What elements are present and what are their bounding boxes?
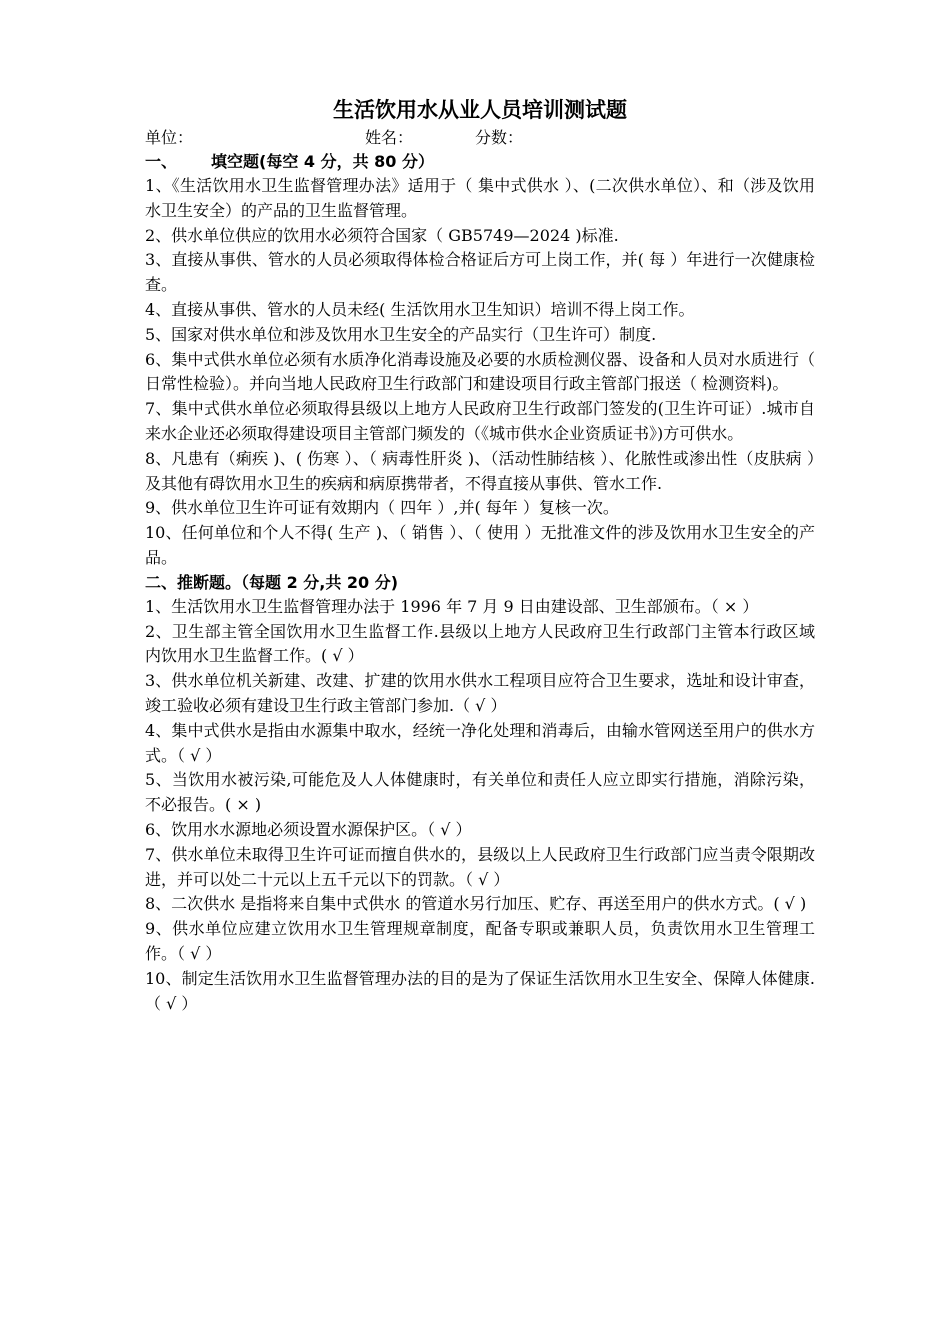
true-false-question: 2、卫生部主管全国饮用水卫生监督工作.县级以上地方人民政府卫生行政部门主管本行政区域内饮用水卫生监督工作。( √ ） bbox=[145, 621, 815, 666]
document-title: 生活饮用水从业人员培训测试题 bbox=[333, 98, 627, 122]
document-content bbox=[145, 96, 815, 1016]
unit-field-label: 单位： bbox=[145, 128, 194, 147]
name-field-label: 姓名： bbox=[365, 128, 414, 147]
fill-blank-question: 6、集中式供水单位必须有水质净化消毒设施及必要的水质检测仪器、设备和人员对水质进行（ 日常性检验）。并向当地人民政府卫生行政部门和建设项目行政主管部门报送（ 检测资料)。 bbox=[145, 349, 815, 394]
true-false-question: 8、二次供水 是指将来自集中式供水 的管道水另行加压、贮存、再送至用户的供水方式。( √ ) bbox=[145, 894, 807, 914]
fill-blank-question: 7、集中式供水单位必须取得县级以上地方人民政府卫生行政部门签发的(卫生许可证）.城市自来水企业还必须取得建设项目主管部门频发的（《城市供水企业资质证书》)方可供水。 bbox=[145, 399, 815, 443]
fill-blank-question: 3、直接从事供、管水的人员必须取得体检合格证后方可上岗工作，并( 每 ）年进行一次健康检查。 bbox=[145, 250, 815, 295]
fill-blank-question: 10、任何单位和个人不得( 生产 )、（ 销售 ）、（ 使用 ）无批准文件的涉及饮用水卫生安全的产品。 bbox=[145, 523, 815, 567]
true-false-question: 3、供水单位机关新建、改建、扩建的饮用水供水工程项目应符合卫生要求，选址和设计审查，竣工验收必须有建设卫生行政主管部门参加.（ √ ） bbox=[145, 671, 815, 715]
true-false-question: 4、集中式供水是指由水源集中取水，经统一净化处理和消毒后，由输水管网送至用户的供水方式。（ √ ） bbox=[145, 720, 815, 765]
true-false-question: 5、当饮用水被污染,可能危及人人体健康时，有关单位和责任人应立即实行措施，消除污染，不必报告。( × ) bbox=[145, 770, 815, 815]
fill-blank-question: 2、供水单位供应的饮用水必须符合国家（ GB5749—2024 )标准. bbox=[145, 225, 619, 245]
true-false-question: 9、供水单位应建立饮用水卫生管理规章制度，配备专职或兼职人员，负责饮用水卫生管理工作。（ √ ） bbox=[145, 919, 815, 963]
section1-title: 填空题(每空 4 分，共 80 分） bbox=[211, 152, 434, 171]
fill-blank-question: 4、直接从事供、管水的人员未经( 生活饮用水卫生知识）培训不得上岗工作。 bbox=[145, 299, 695, 319]
fill-blank-question: 5、国家对供水单位和涉及饮用水卫生安全的产品实行（卫生许可）制度. bbox=[145, 324, 657, 344]
fill-blank-question: 9、供水单位卫生许可证有效期内（ 四年 ）,并( 每年 ）复核一次。 bbox=[145, 498, 619, 518]
fill-blank-question: 1、《生活饮用水卫生监督管理办法》适用于（ 集中式供水 ）、(二次供水单位）、和（涉及饮用水卫生安全）的产品的卫生监督管理。 bbox=[145, 176, 815, 220]
true-false-question: 1、生活饮用水卫生监督管理办法于 1996 年 7 月 9 日由建设部、卫生部颁布。（ × ） bbox=[145, 596, 759, 616]
fill-blank-question: 8、凡患有（痢疾 )、( 伤寒 ）、（ 病毒性肝炎 )、（活动性肺结核 ）、化脓性或渗出性（皮肤病 ）及其他有碍饮用水卫生的疾病和病原携带者，不得直接从事供、管水工作. bbox=[145, 448, 815, 493]
score-field-label: 分数： bbox=[475, 128, 524, 147]
section1-number: 一、 bbox=[145, 152, 178, 171]
true-false-question: 10、制定生活饮用水卫生监督管理办法的目的是为了保证生活饮用水卫生安全、保障人体健康.（ √ ） bbox=[145, 968, 815, 1013]
section1-heading bbox=[145, 150, 815, 174]
true-false-question: 7、供水单位未取得卫生许可证而擅自供水的，县级以上人民政府卫生行政部门应当责令限期改进，并可以处二十元以上五千元以下的罚款。（ √ ） bbox=[145, 844, 815, 889]
true-false-question: 6、饮用水水源地必须设置水源保护区。（ √ ） bbox=[145, 819, 472, 839]
header-fields bbox=[145, 126, 815, 150]
section2-heading: 二、推断题。（每题 2 分,共 20 分) bbox=[145, 572, 399, 592]
